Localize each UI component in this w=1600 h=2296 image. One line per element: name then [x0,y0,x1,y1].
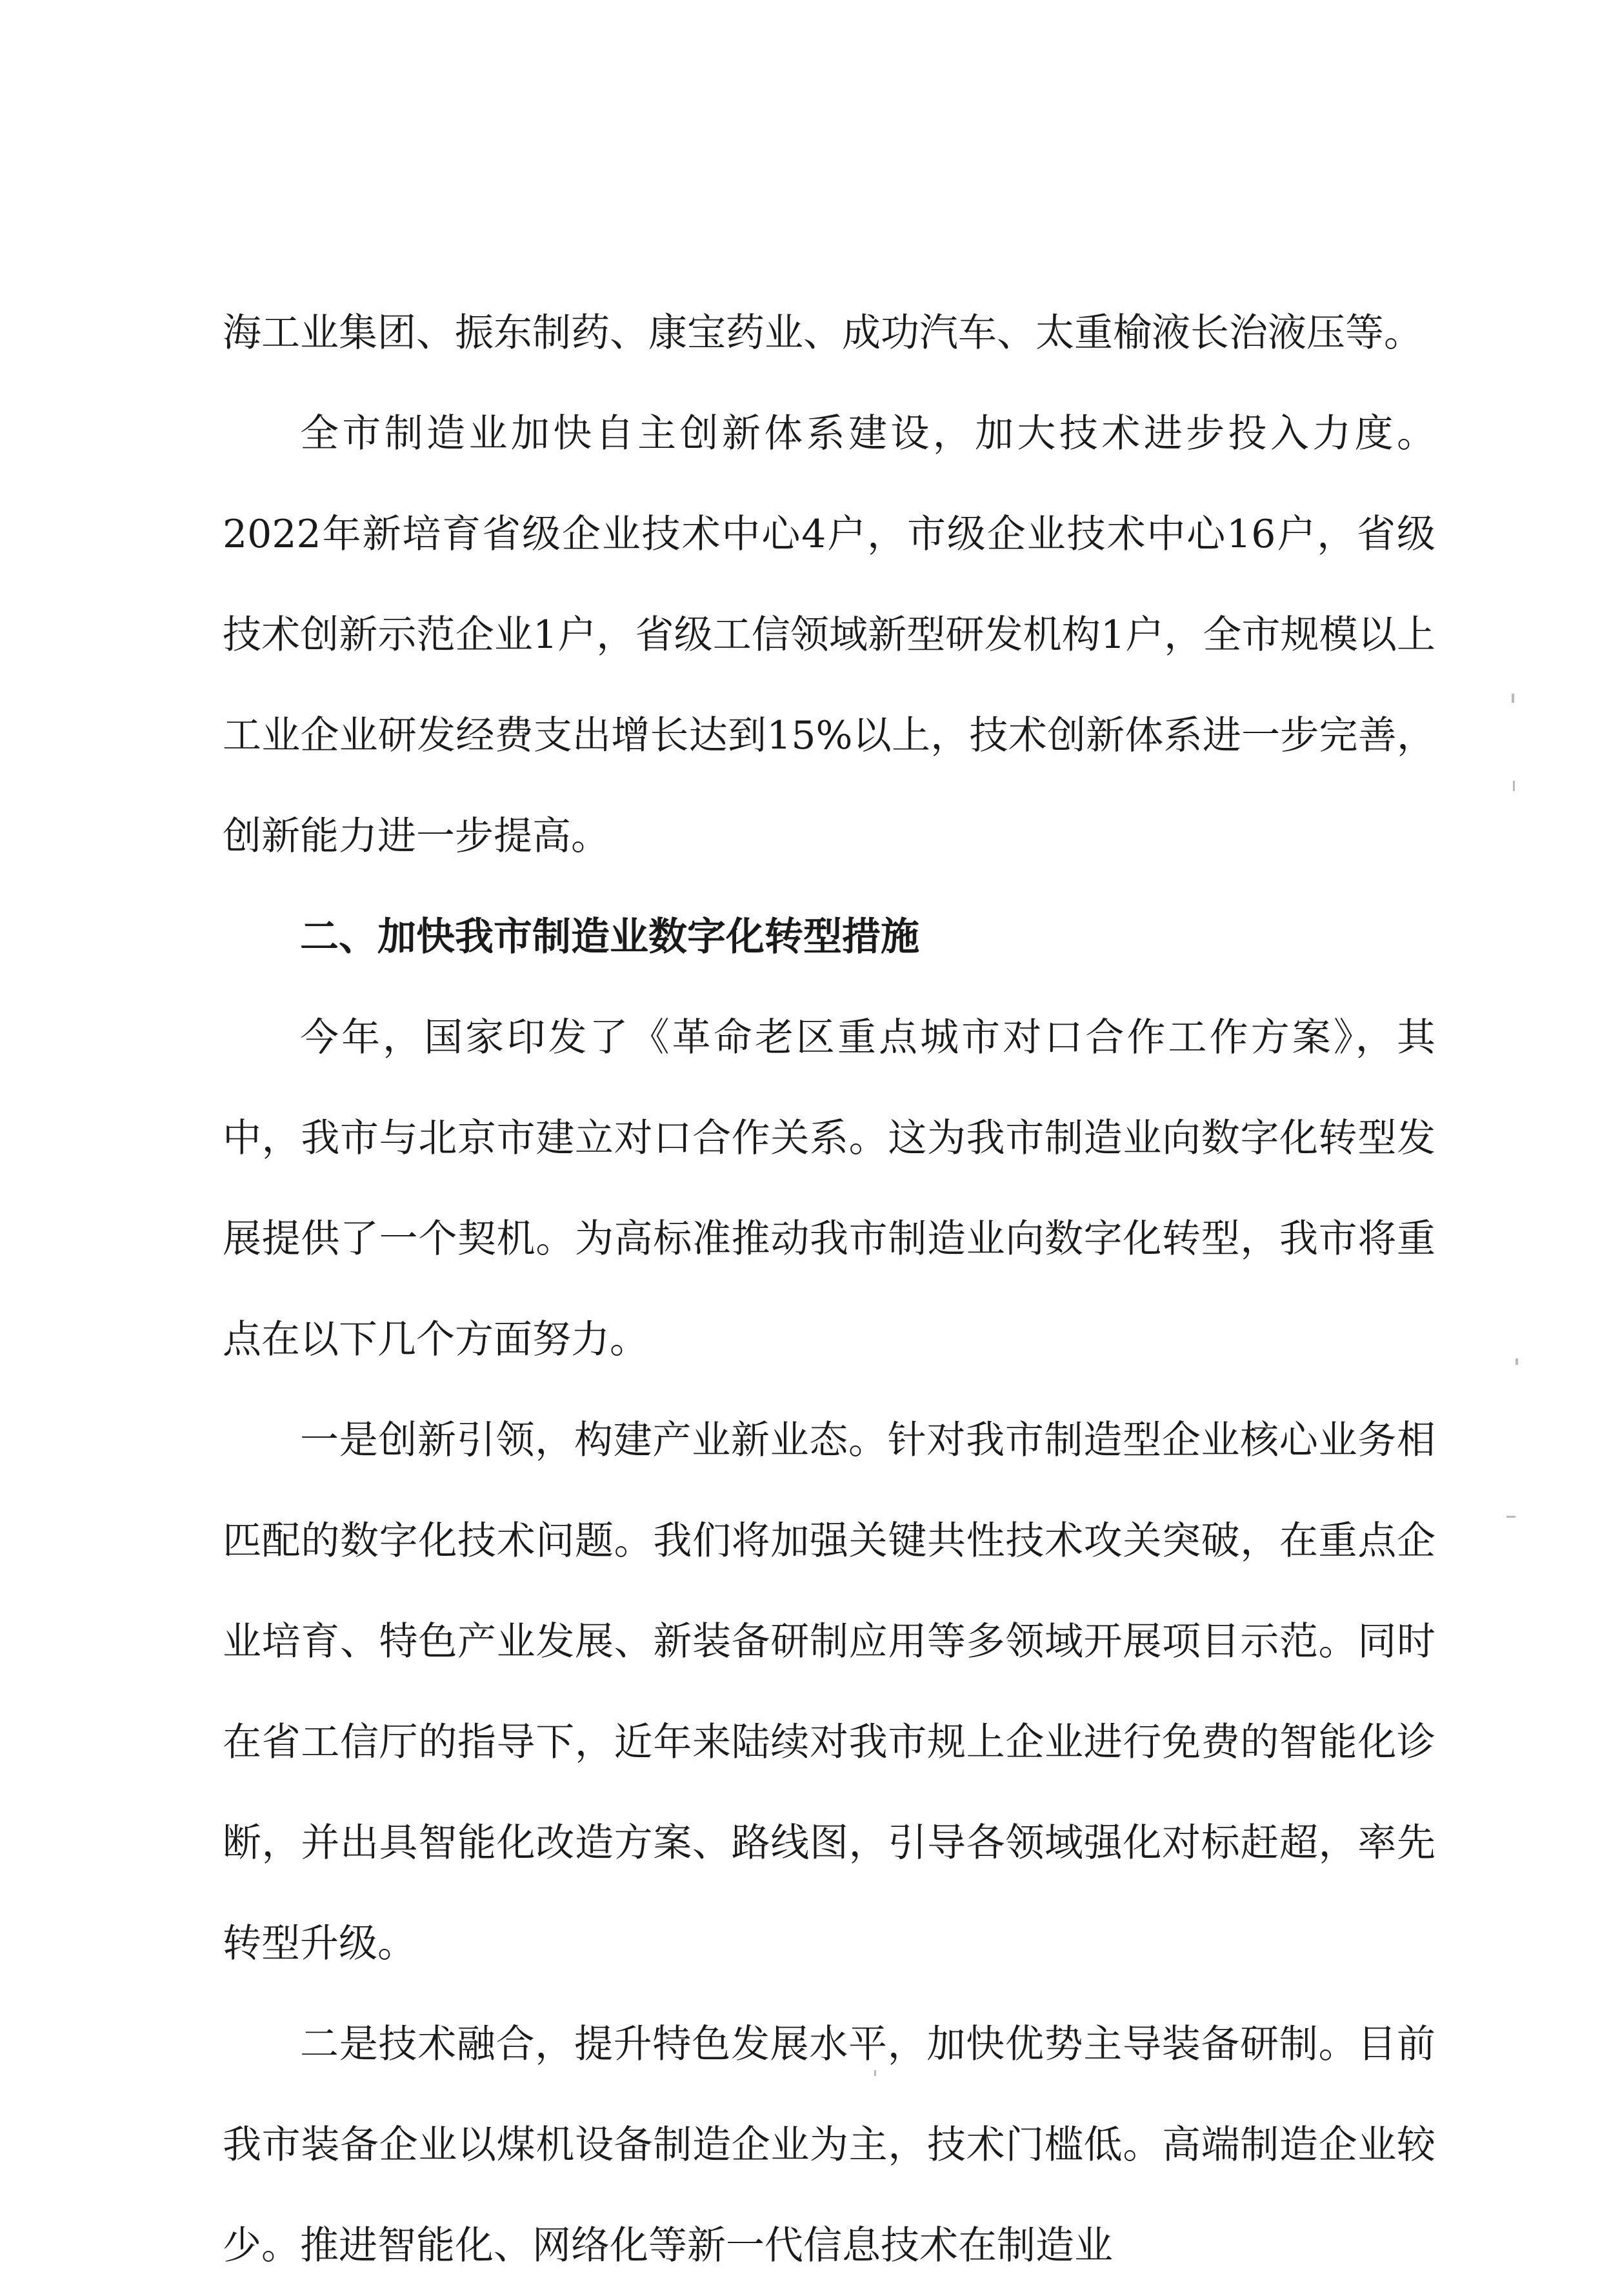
document-body [223,283,1435,2296]
section-heading-digital-transformation: 二、加快我市制造业数字化转型措施 [300,914,919,960]
scan-speck [1515,1358,1518,1365]
scan-speck [1506,1516,1515,1518]
paragraph-innovation-system: 全市制造业加快自主创新体系建设，加大技术进步投入力度。2022年新培育省级企业技术中心4户，市级企业技术中心16户，省级技术创新示范企业1户，省级工信领域新型研发机构1户，全市规模以上工业企业研发经费支出增长达到15%以上，技术创新体系进一步完善，创新能力进一步提高。 [223,411,1435,859]
paragraph-continuation: 海工业集团、振东制药、康宝药业、成功汽车、太重榆液长治液压等。 [223,310,1423,356]
scan-speck [1512,694,1514,703]
scan-speck [874,2070,876,2076]
paragraph-technology-fusion: 二是技术融合，提升特色发展水平，加快优势主导装备研制。目前我市装备企业以煤机设备制造企业为主，技术门槛低。高端制造企业较少。推进智能化、网络化等新一代信息技术在制造业 [223,2022,1435,2268]
scan-speck [1513,781,1515,791]
paragraph-beijing-cooperation: 今年，国家印发了《革命老区重点城市对口合作工作方案》，其中，我市与北京市建立对口合作关系。这为我市制造业向数字化转型发展提供了一个契机。为高标准推动我市制造业向数字化转型，我市将重点在以下几个方面努力。 [223,1015,1435,1362]
paragraph-innovation-lead: 一是创新引领，构建产业新业态。针对我市制造型企业核心业务相匹配的数字化技术问题。我们将加强关键共性技术攻关突破，在重点企业培育、特色产业发展、新装备研制应用等多领域开展项目示范。同时在省工信厅的指导下，近年来陆续对我市规上企业进行免费的智能化诊断，并出具智能化改造方案、路线图，引导各领域强化对标赶超，率先转型升级。 [223,1418,1435,1966]
